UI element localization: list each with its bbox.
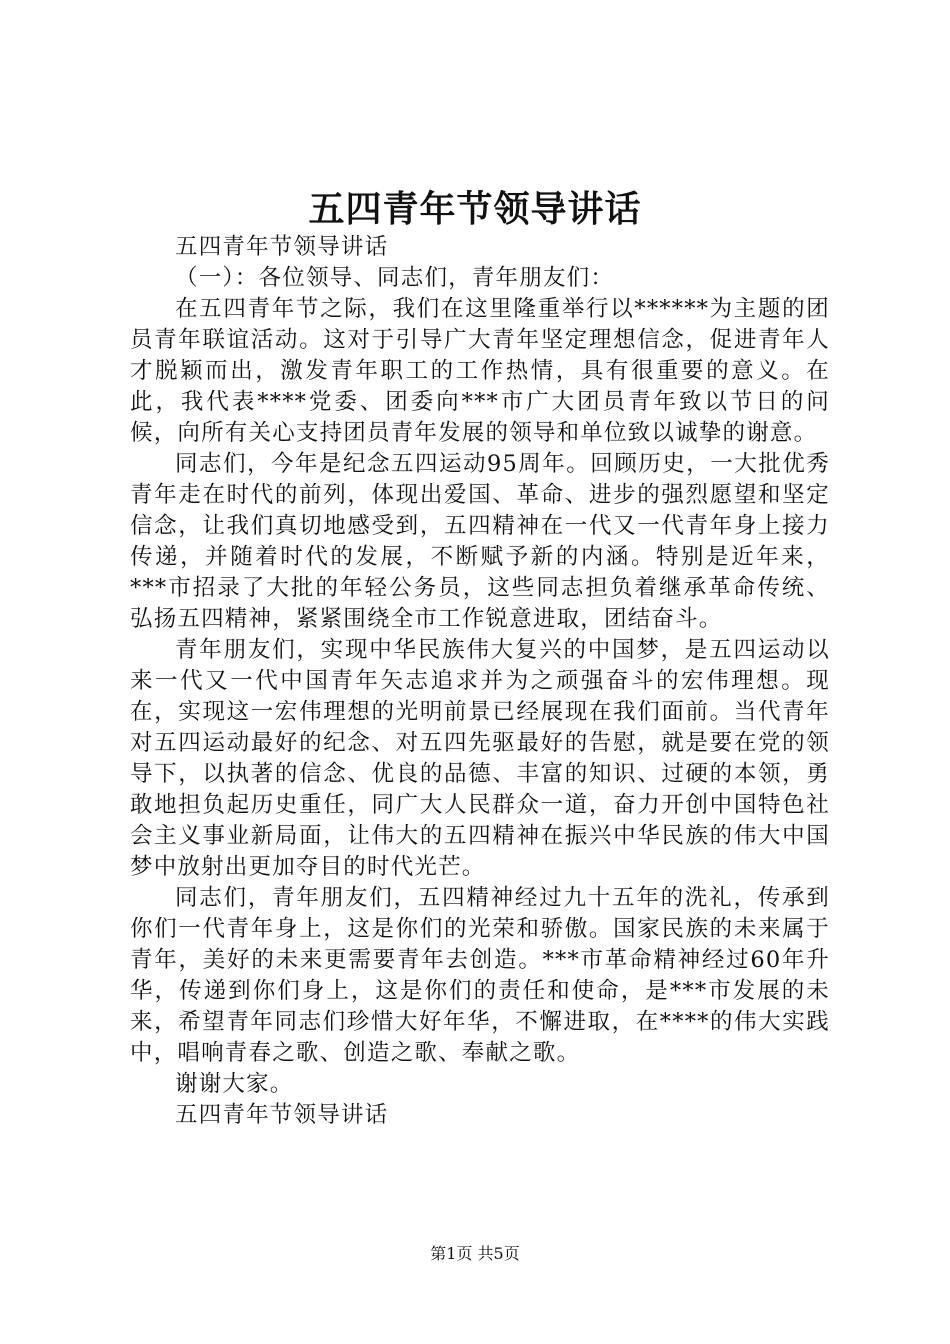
document-body bbox=[130, 232, 830, 1131]
paragraph-next-title: 五四青年节领导讲话 bbox=[175, 1102, 389, 1128]
paragraph-closing: 同志们，青年朋友们，五四精神经过九十五年的洗礼，传承到你们一代青年身上，这是你们的光荣和骄傲。国家民族的未来属于青年，美好的未来更需要青年去创造。***市革命精神经过60年升华，传递到你们身上，这是你们的责任和使命，是***市发展的未来，希望青年同志们珍惜大好年华，不懈进取，在****的伟大实践中，唱响青春之歌、创造之歌、奉献之歌。 bbox=[130, 885, 830, 1066]
page-number-footer: 第1页 共5页 bbox=[430, 1244, 520, 1263]
paragraph-thanks: 谢谢大家。 bbox=[175, 1071, 294, 1097]
paragraph-salutation: （一）：各位领导、同志们，青年朋友们： bbox=[175, 265, 615, 291]
paragraph-opening: 在五四青年节之际，我们在这里隆重举行以******为主题的团员青年联谊活动。这对于引导广大青年坚定理想信念，促进青年人才脱颖而出，激发青年职工的工作热情，具有很重要的意义。在此，我代表****党委、团委向***市广大团员青年致以节日的问候，向所有关心支持团员青年发展的领导和单位致以诚挚的谢意。 bbox=[130, 296, 830, 446]
paragraph-china-dream: 青年朋友们，实现中华民族伟大复兴的中国梦，是五四运动以来一代又一代中国青年矢志追求并为之顽强奋斗的宏伟理想。现在，实现这一宏伟理想的光明前景已经展现在我们面前。当代青年对五四运动最好的纪念、对五四先驱最好的告慰，就是要在党的领导下，以执著的信念、优良的品德、丰富的知识、过硬的本领，勇敢地担负起历史重任，同广大人民群众一道，奋力开创中国特色社会主义事业新局面，让伟大的五四精神在振兴中华民族的伟大中国梦中放射出更加夺目的时代光芒。 bbox=[130, 637, 830, 880]
document-title: 五四青年节领导讲话 bbox=[308, 189, 642, 230]
paragraph-subtitle: 五四青年节领导讲话 bbox=[175, 234, 389, 260]
paragraph-history: 同志们，今年是纪念五四运动95周年。回顾历史，一大批优秀青年走在时代的前列，体现出爱国、革命、进步的强烈愿望和坚定信念，让我们真切地感受到，五四精神在一代又一代青年身上接力传递，并随着时代的发展，不断赋予新的内涵。特别是近年来，***市招录了大批的年轻公务员，这些同志担负着继承革命传统、弘扬五四精神，紧紧围绕全市工作锐意进取，团结奋斗。 bbox=[130, 451, 830, 632]
